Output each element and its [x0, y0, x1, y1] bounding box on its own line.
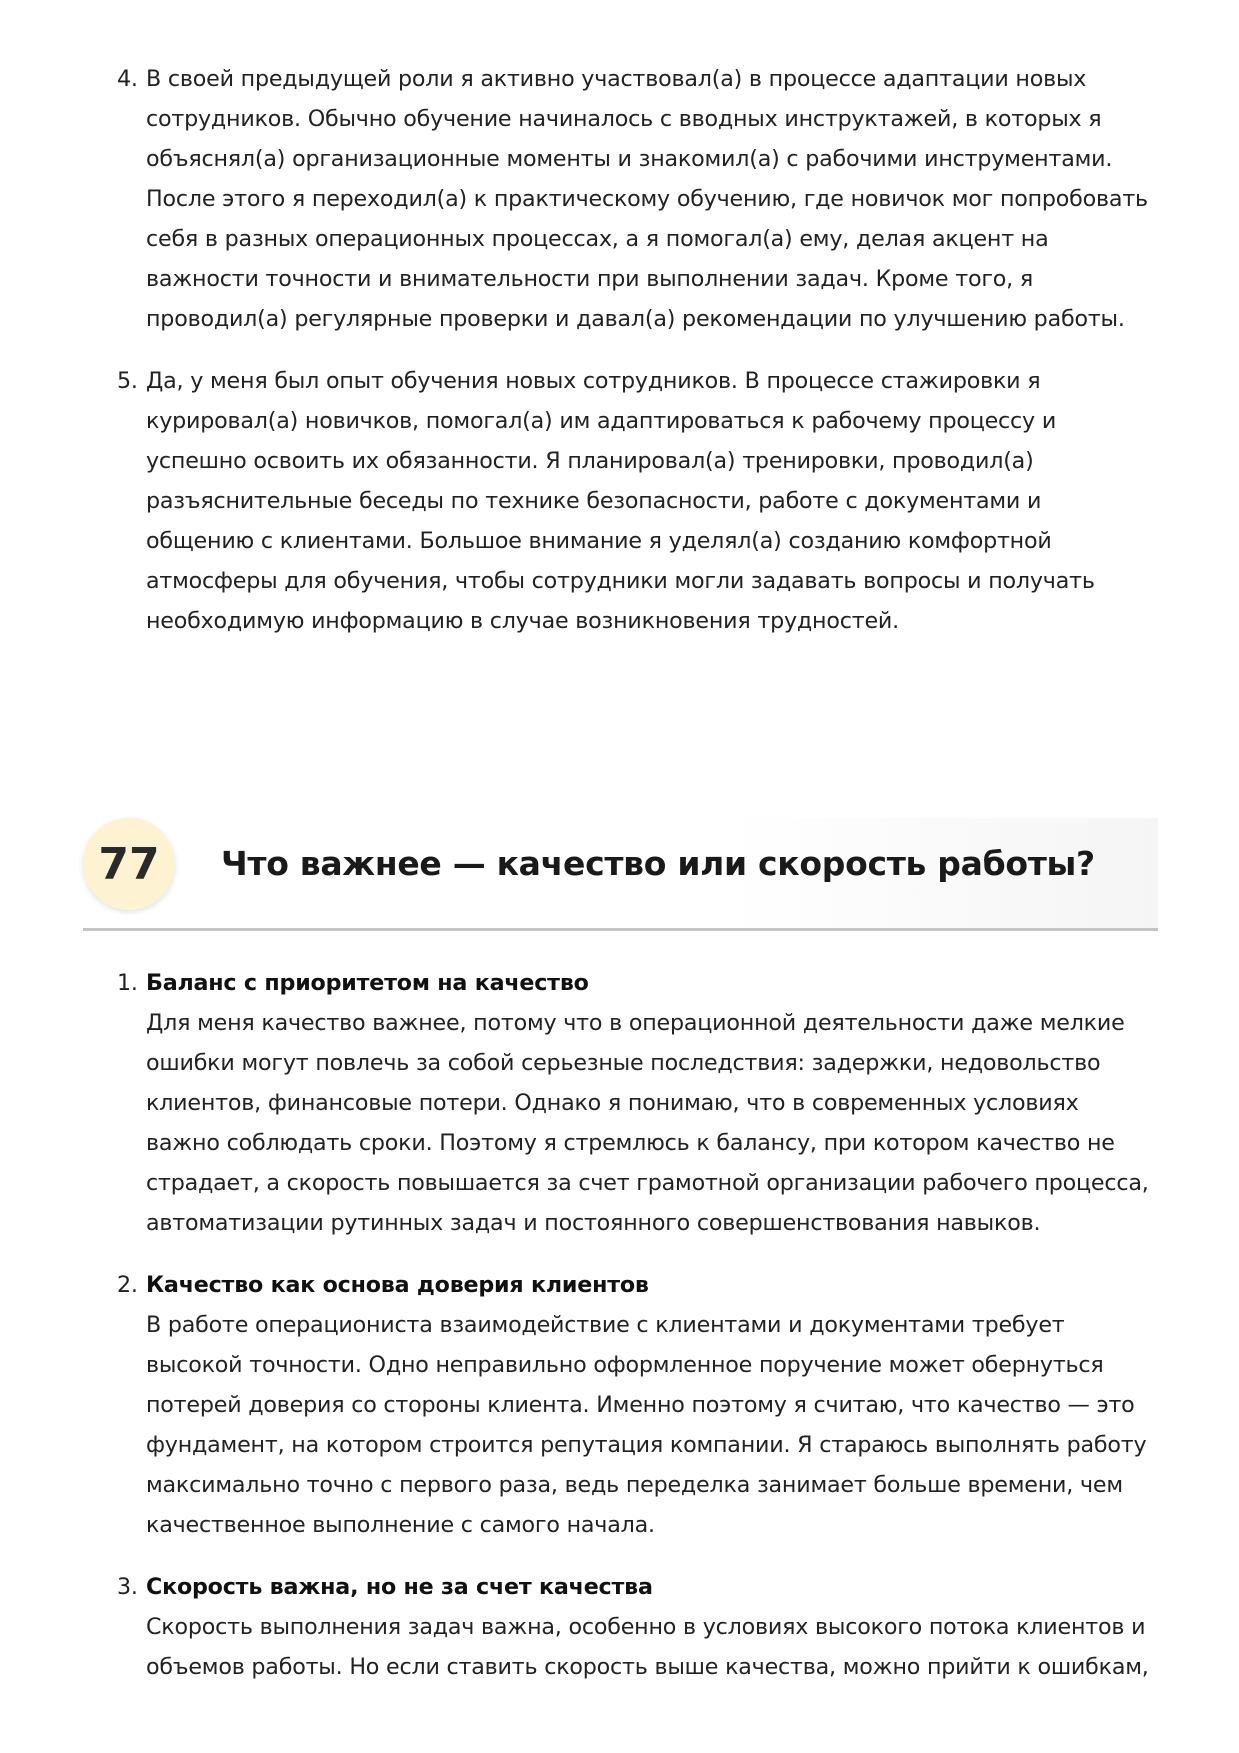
item-number: 5.: [117, 368, 138, 394]
item-text: Скорость выполнения задач важна, особенно в условиях высокого потока клиентов и объемов работы. Но если ставить скорость выше качества, можно прийти к ошибкам,: [146, 1614, 1149, 1680]
item-text: Да, у меня был опыт обучения новых сотрудников. В процессе стажировки я курировал(а) новичков, помогал(а) им адаптироваться к рабочему процессу и успешно освоить их обязанности. Я планировал(а) тренировки, проводил(а) разъяснительные беседы по технике безопасности, работе с документами и общению с клиентами. Большое внимание я уделял(а) созданию комфортной атмосферы для обучения, чтобы сотрудники могли задавать вопросы и получать необходимую информацию в случае возникновения трудностей.: [146, 368, 1095, 634]
item-text: В своей предыдущей роли я активно участвовал(а) в процессе адаптации новых сотрудников. Обычно обучение начиналось с вводных инструктажей, в которых я объяснял(а) организационные моменты и знакомил(а) с рабочими инструментами. После этого я переходил(а) к практическому обучению, где новичок мог попробовать себя в разных операционных процессах, а я помогал(а) ему, делая акцент на важности точности и внимательности при выполнении задач. Кроме того, я проводил(а) регулярные проверки и давал(а) рекомендации по улучшению работы.: [146, 66, 1148, 332]
section-title: Что важнее — качество или скорость работы?: [221, 844, 1095, 883]
item-text: Для меня качество важнее, потому что в операционной деятельности даже мелкие ошибки могут повлечь за собой серьезные последствия: задержки, недовольство клиентов, финансовые потери. Однако я понимаю, что в современных условиях важно соблюдать сроки. Поэтому я стремлюсь к балансу, при котором качество не страдает, а скорость повышается за счет грамотной организации рабочего процесса, автоматизации рутинных задач и постоянного совершенствования навыков.: [146, 1010, 1149, 1236]
item-text: В работе операциониста взаимодействие с клиентами и документами требует высокой точности. Одно неправильно оформленное поручение может обернуться потерей доверия со стороны клиента. Именно поэтому я считаю, что качество — это фундамент, на котором строится репутация компании. Я стараюсь выполнять работу максимально точно с первого раза, ведь переделка занимает больше времени, чем качественное выполнение с самого начала.: [146, 1312, 1147, 1538]
previous-answers-list: [0, 59, 1239, 641]
list-item: [0, 361, 1156, 641]
item-title: Скорость важна, но не за счет качества: [146, 1574, 653, 1600]
item-number: 3.: [117, 1574, 138, 1600]
item-number: 4.: [117, 66, 138, 92]
answers-list: [0, 963, 1239, 1687]
list-item: [0, 1567, 1156, 1687]
list-item: [0, 1265, 1156, 1545]
list-item: [0, 963, 1156, 1243]
section-number-badge: 77: [83, 818, 175, 910]
list-item: [0, 59, 1156, 339]
section-header: [83, 818, 1158, 931]
item-number: 2.: [117, 1272, 138, 1298]
item-title: Баланс с приоритетом на качество: [146, 970, 589, 996]
item-title: Качество как основа доверия клиентов: [146, 1272, 649, 1298]
item-number: 1.: [117, 970, 138, 996]
